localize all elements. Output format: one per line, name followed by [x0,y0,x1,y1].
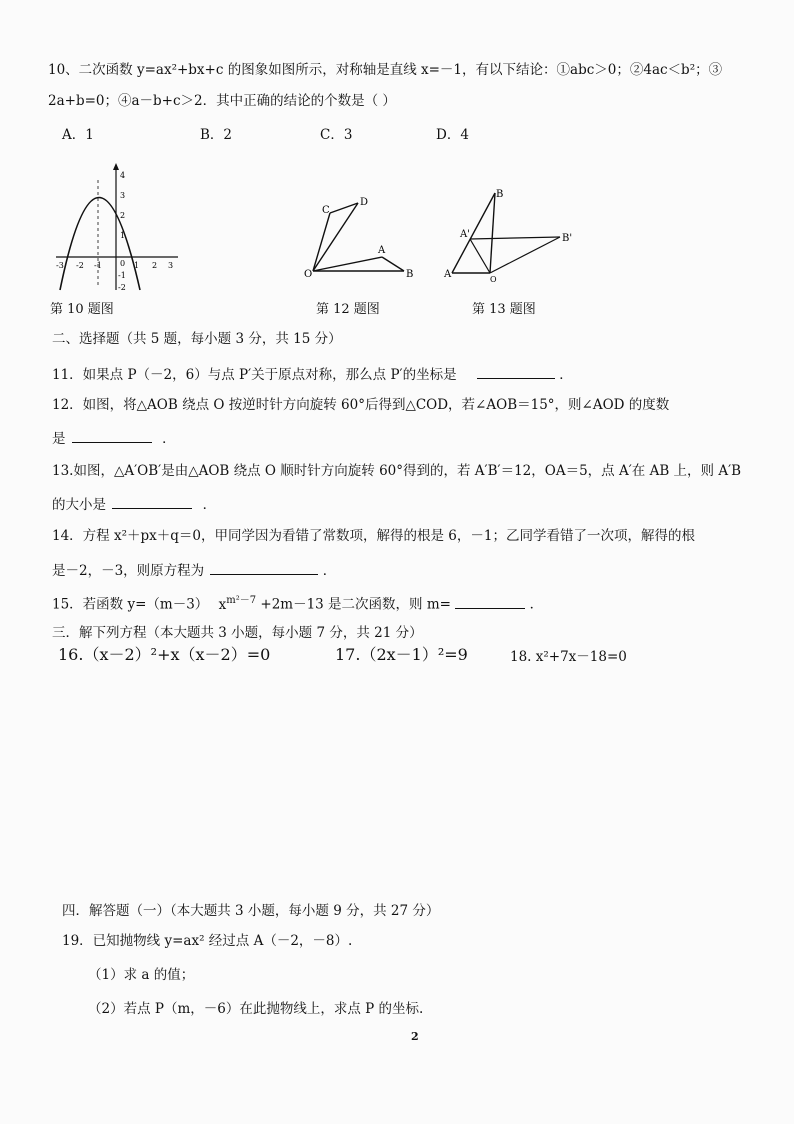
question-12-prefix: 是 [52,431,66,447]
y-tick-0: 0 [120,259,126,268]
question-11 [52,364,573,384]
segment-cd [330,203,358,213]
question-19-stem: 19．已知抛物线 y=ax² 经过点 A（－2，－8）. [62,933,353,949]
label-o: O [304,269,313,280]
question-14-end: ． [322,563,337,579]
section-4-title: 四．解答题（一）（本大题共 3 小题，每小题 9 分，共 27 分） [62,903,440,919]
q10-line1: 10、二次函数 y=ax²+bx+c 的图象如图所示，对称轴是直线 x=－1，有以下结论：①abc＞0；②4ac＜b²；③ [48,62,723,78]
label-a-prime: A' [460,229,470,240]
x-tick-neg3: -3 [56,261,64,270]
question-11-end: ． [559,367,573,383]
question-14-line1: 14．方程 x²＋px＋q＝0，甲同学因为看错了常数项，解得的根是 6，－1；乙同学看错了一次项，解得的根 [52,528,695,544]
segment-oc [313,213,330,271]
figure-13-caption: 第 13 题图 [472,302,536,317]
label-b: B [406,269,414,280]
question-15 [52,592,543,614]
q10-option-d: D．4 [436,127,469,143]
q10-option-a: A．1 [62,127,94,143]
question-12-line1: 12．如图，将△AOB 绕点 O 按逆时针方向旋转 60°后得到△COD，若∠AOB＝15°，则∠AOD 的度数 [52,397,670,413]
y-tick-4: 4 [120,171,126,180]
y-tick-neg2: -2 [118,283,126,292]
q10-option-c: C．3 [320,127,353,143]
question-18: 18. x²+7x－18=0 [510,649,627,665]
segment-ab [382,257,404,271]
question-14-line2 [52,560,336,580]
q10-option-b: B．2 [200,127,233,143]
question-19-part1: （1）求 a 的值； [88,967,195,983]
figure-10-parabola [48,160,188,295]
question-11-text: 11．如果点 P（－2，6）与点 P′关于原点对称，那么点 P′的坐标是 [52,367,457,383]
segment-oa [313,257,382,271]
question-15-pre: 15．若函数 y=（m－3） [52,596,209,613]
label-b-prime: B' [562,233,573,244]
question-12-end: ． [162,431,176,447]
question-13-end: ． [202,497,217,513]
question-17: 17.（2x－1）²=9 [335,645,468,664]
question-19-part2: （2）若点 P（m，－6）在此抛物线上，求点 P 的坐标. [88,1001,424,1017]
segment-a-prime-b-prime [470,237,560,239]
segment-o-a-prime [470,239,490,273]
question-12-line2 [52,428,176,448]
y-tick-1: 1 [120,231,126,240]
question-15-end: ． [529,596,544,613]
figure-12-caption: 第 12 题图 [316,302,380,317]
label-c: C [322,205,330,216]
segment-ob [490,193,495,273]
question-13-line1: 13.如图，△A′OB′是由△AOB 绕点 O 顺时针方向旋转 60°得到的，若 A′B′＝12，OA＝5，点 A′在 AB 上，则 A′B [52,463,742,479]
x-tick-neg1: -1 [94,261,102,270]
label-d: D [360,197,369,208]
segment-o-b-prime [490,237,560,273]
parabola-curve [60,198,140,291]
answer-blank-12[interactable] [72,428,152,443]
y-tick-2: 2 [120,211,126,220]
figure-13-rotation [440,185,585,285]
x-tick-3: 3 [168,261,174,270]
label-o: O [490,275,497,284]
section-3-title: 三．解下列方程（本大题共 3 小题，每小题 7 分，共 21 分） [52,625,423,641]
label-a: A [444,269,452,280]
question-13-line2 [52,494,216,514]
question-15-base: x [218,596,227,613]
question-15-post: +2m－13 是二次函数，则 m= [260,596,451,613]
answer-blank-15[interactable] [455,594,525,609]
question-13-prefix: 的大小是 [52,497,106,513]
x-tick-1: 1 [134,261,140,270]
y-tick-3: 3 [120,191,126,200]
answer-blank-14[interactable] [210,560,318,575]
figure-12-rotation [300,185,430,285]
q10-line2: 2a+b=0；④a－b+c＞2．其中正确的结论的个数是（ ） [48,93,396,109]
figure-10-caption: 第 10 题图 [50,302,114,317]
question-14-prefix: 是－2，－3，则原方程为 [52,563,205,579]
x-tick-2: 2 [152,261,158,270]
answer-blank-13[interactable] [112,494,192,509]
label-b: B [496,189,504,200]
y-tick-neg1: -1 [118,271,126,280]
question-16: 16.（x－2）²+x（x－2）=0 [58,645,271,664]
segment-od [313,203,358,271]
label-a: A [378,245,386,256]
y-axis-arrow [113,163,119,170]
answer-blank-11[interactable] [477,364,555,379]
question-15-exponent: m²－7 [226,595,257,606]
section-2-title: 二、选择题（共 5 题，每小题 3 分，共 15 分） [52,331,342,347]
page-number: 2 [411,1030,419,1043]
segment-ab [452,193,495,273]
x-tick-neg2: -2 [76,261,84,270]
